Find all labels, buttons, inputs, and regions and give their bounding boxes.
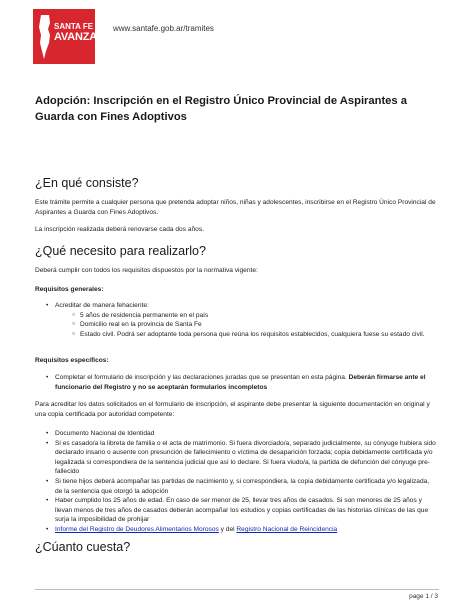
label-specific-requirements: Requisitos específicos: <box>35 357 109 364</box>
specific-requirements-list <box>46 373 438 392</box>
list-item: • Si es casado/a la libreta de familia o el acta de matrimonio. Si fuera divorciado/a, separado judicialmente, su cónyuge hubiera sido declarado insano o ausente con presunción de fallecimiento o víctima de desaparición forzada; copia debidamente certificada y/o legalizada si correspondiera de la sentencia judicial que así lo declare. Si fuera viudo/a, la partida de defunción del cónyuge pre-fallecido <box>46 439 438 477</box>
general-sub-list <box>72 311 438 340</box>
list-item-text: Completar el formulario de inscripción y las declaraciones juradas que se presentan en esta página. <box>55 374 349 381</box>
page-title: Adopción: Inscripción en el Registro Único Provincial de Aspirantes a Guarda con Fines Adoptivos <box>35 95 407 123</box>
page-number: page 1 / 3 <box>409 593 438 600</box>
logo-text-avanza: AVANZA <box>54 31 97 43</box>
footer-divider <box>35 589 439 590</box>
general-requirements-list <box>46 301 438 339</box>
link-join-text: y del <box>218 525 237 533</box>
paragraph-renewal: La inscripción realizada deberá renovarse cada dos años. <box>35 226 204 233</box>
heading-en-que-consiste: ¿En qué consiste? <box>35 176 139 190</box>
paragraph-requirements-intro: Deberá cumplir con todos los requisitos dispuestos por la normativa vigente: <box>35 267 258 274</box>
santa-fe-map-icon <box>38 15 52 59</box>
list-item: • Si tiene hijos deberá acompañar las partidas de nacimiento y, si correspondiera, la copia debidamente certificada y/o legalizada, de la sentencia que otorgó la adopción <box>46 477 438 496</box>
link-reincidencia[interactable]: Registro Nacional de Reincidencia <box>236 525 338 533</box>
list-item-bold-text: Deberán firmarse ante el funcionario del Registro y no se aceptarán formularios incompletos <box>55 374 426 391</box>
paragraph-documents-intro: Para acreditar los datos solicitados en el formulario de inscripción, el aspirante debe presentar la siguiente documentación en original y una copia certificada por autoridad competente: <box>35 401 430 418</box>
documents-list <box>46 429 438 535</box>
site-url: www.santafe.gob.ar/tramites <box>113 24 214 33</box>
santa-fe-logo <box>33 9 95 64</box>
heading-que-necesito: ¿Qué necesito para realizarlo? <box>35 244 206 258</box>
sub-list-item: ○ 5 años de residencia permanente en el país <box>72 311 438 321</box>
list-item <box>46 373 438 392</box>
list-item-text: Acreditar de manera fehaciente: <box>55 302 149 309</box>
list-item: • Haber cumplido los 25 años de edad. En caso de ser menor de 25, llevar tres años de casados. Si son menores de 25 años y llevan menos de tres años de casados deberán acompañar los estudios y copias certificadas de las historias clínicas de las que surja la imposibilidad de prohijar <box>46 496 438 525</box>
list-item <box>46 525 438 535</box>
list-item <box>46 301 438 339</box>
list-item: • Documento Nacional de Identidad <box>46 429 438 439</box>
sub-list-item: ○ Estado civil. Podrá ser adoptante toda persona que reúna los requisitos establecidos, cualquiera fuese su estado civil. <box>72 330 438 340</box>
label-general-requirements: Requisitos generales: <box>35 286 104 293</box>
sub-list-item: ○ Domicilio real en la provincia de Santa Fe <box>72 320 438 330</box>
heading-cuanto-cuesta: ¿Cúanto cuesta? <box>35 540 131 554</box>
logo-text-santa-fe: SANTA FE <box>54 22 94 31</box>
paragraph-description: Este trámite permite a cualquier persona que pretenda adoptar niños, niñas y adolescentes, inscribirse en el Registro Único Provincial de Aspirantes a Guarda con Fines Adoptivos. <box>35 199 436 216</box>
link-deudores-alimentarios[interactable]: Informe del Registro de Deudores Alimentarios Morosos <box>55 525 219 533</box>
